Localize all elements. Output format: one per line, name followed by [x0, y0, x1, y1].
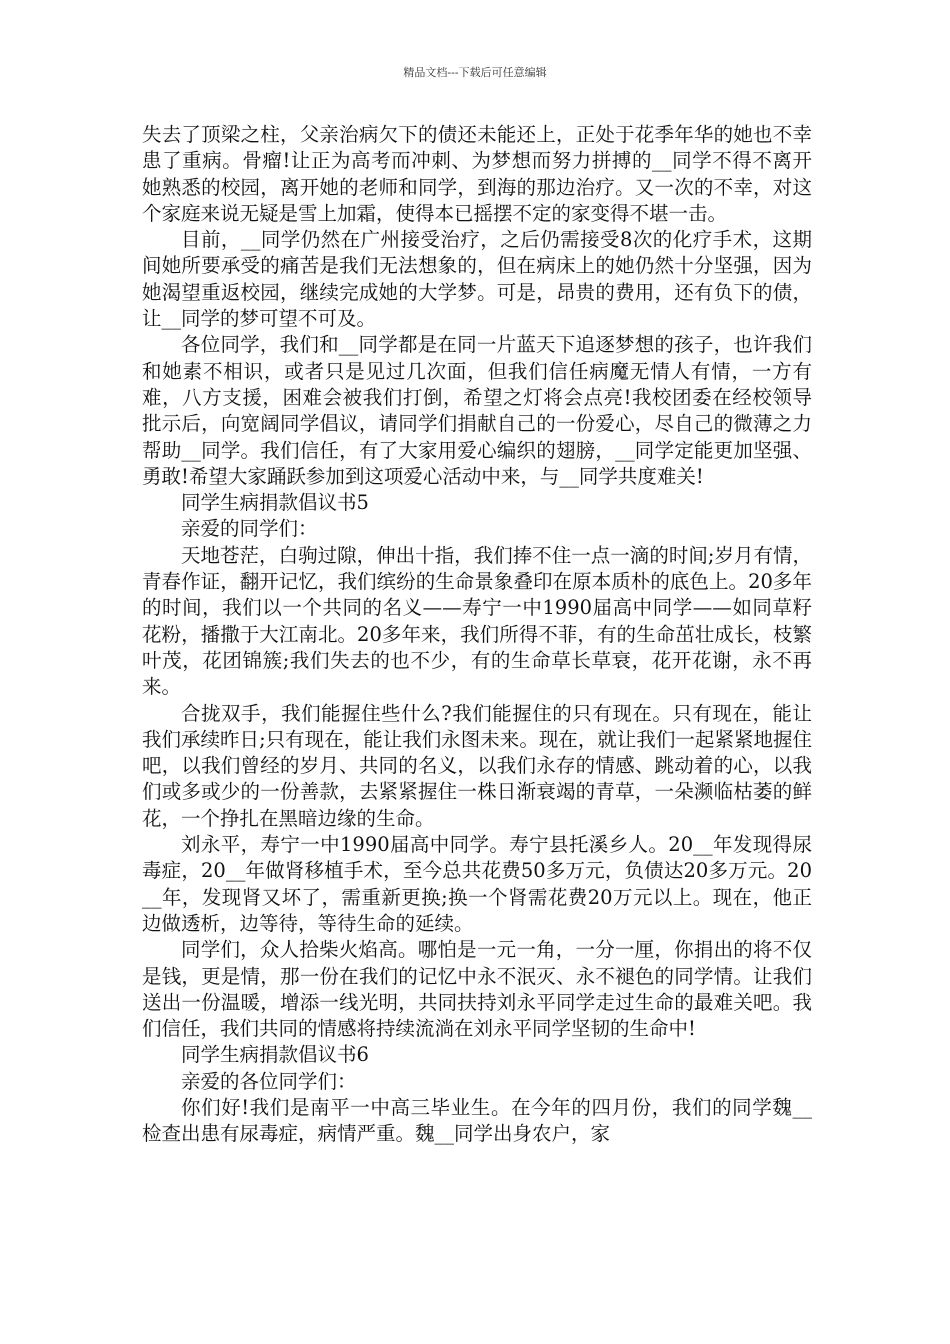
salutation-6: 亲爱的各位同学们： [181, 1069, 357, 1093]
paragraph-liu-yongping: 刘永平，寿宁一中1990届高中同学。寿宁县托溪乡人。20__年发现得尿毒症，20__年做肾移植手术，至今总共花费50多万元，负债达20多万元。20__年，发现肾又坏了，需重新更换;换一个肾需花费20万元以上。现在，他正边做透析，边等待，等待生命的延续。 [142, 833, 812, 935]
document-body [142, 122, 812, 1148]
paragraph-appeal: 各位同学，我们和__同学都是在同一片蓝天下追逐梦想的孩子，也许我们和她素不相识，或者只是见过几次面，但我们信任病魔无情人有情，一方有难，八方支援，困难会被我们打倒，希望之灯将会点亮!我校团委在经校领导批示后，向宽阔同学倡议，请同学们捐献自己的一份爱心，尽自己的微薄之力帮助__同学。我们信任，有了大家用爱心编织的翅膀，__同学定能更加坚强、勇敢!希望大家踊跃参加到这项爱心活动中来，与__同学共度难关! [142, 333, 812, 488]
paragraph-time: 天地苍茫，白驹过隙，伸出十指，我们捧不住一点一滴的时间;岁月有情，青春作证，翻开记忆，我们缤纷的生命景象叠印在原本质朴的底色上。20多年的时间，我们以一个共同的名义——寿宁一中1990届高中同学——如同草籽花粉，播撒于大江南北。20多年来，我们所得不菲，有的生命茁壮成长，枝繁叶茂，花团锦簇;我们失去的也不少，有的生命草长草衰，花开花谢，永不再来。 [142, 543, 812, 699]
paragraph-continued: 失去了顶梁之柱，父亲治病欠下的债还未能还上，正处于花季年华的她也不幸患了重病。骨瘤!让正为高考而冲刺、为梦想而努力拼搏的__同学不得不离开她熟悉的校园，离开她的老师和同学，到海的那边治疗。又一次的不幸，对这个家庭来说无疑是雪上加霜，使得本已摇摆不定的家变得不堪一击。 [142, 123, 812, 225]
paragraph-greeting: 你们好!我们是南平一中高三毕业生。在今年的四月份，我们的同学魏__检查出患有尿毒症，病情严重。魏__同学出身农户，家 [142, 1095, 812, 1146]
paragraph-treatment: 目前，__同学仍然在广州接受治疗，之后仍需接受8次的化疗手术，这期间她所要承受的痛苦是我们无法想象的，但在病床上的她仍然十分坚强，因为她渴望重返校园，继续完成她的大学梦。可是，昂贵的费用，还有负下的债，让__同学的梦可望不可及。 [142, 228, 812, 331]
paragraph-hands: 合拢双手，我们能握住些什么?我们能握住的只有现在。只有现在，能让我们承续昨日;只有现在，能让我们永图未来。现在，就让我们一起紧紧地握住吧，以我们曾经的岁月、共同的名义，以我们永存的情感、跳动着的心，以我们或多或少的一份善款，去紧紧握住一株日渐衰竭的青草，一朵濒临枯萎的鲜花，一个挣扎在黑暗边缘的生命。 [142, 701, 812, 830]
paragraph-classmates: 同学们，众人拾柴火焰高。哪怕是一元一角，一分一厘，你捐出的将不仅是钱，更是情，那一份在我们的记忆中永不泯灭、永不褪色的同学情。让我们送出一份温暖，增添一线光明，共同扶持刘永平同学走过生命的最难关吧。我们信任，我们共同的情感将持续流淌在刘永平同学坚韧的生命中! [142, 938, 812, 1041]
section-title-6: 同学生病捐款倡议书6 [181, 1043, 369, 1067]
page-header: 精品文档---下载后可任意编辑 [403, 66, 547, 79]
section-title-5: 同学生病捐款倡议书5 [181, 491, 369, 515]
salutation-5: 亲爱的同学们： [181, 517, 318, 541]
